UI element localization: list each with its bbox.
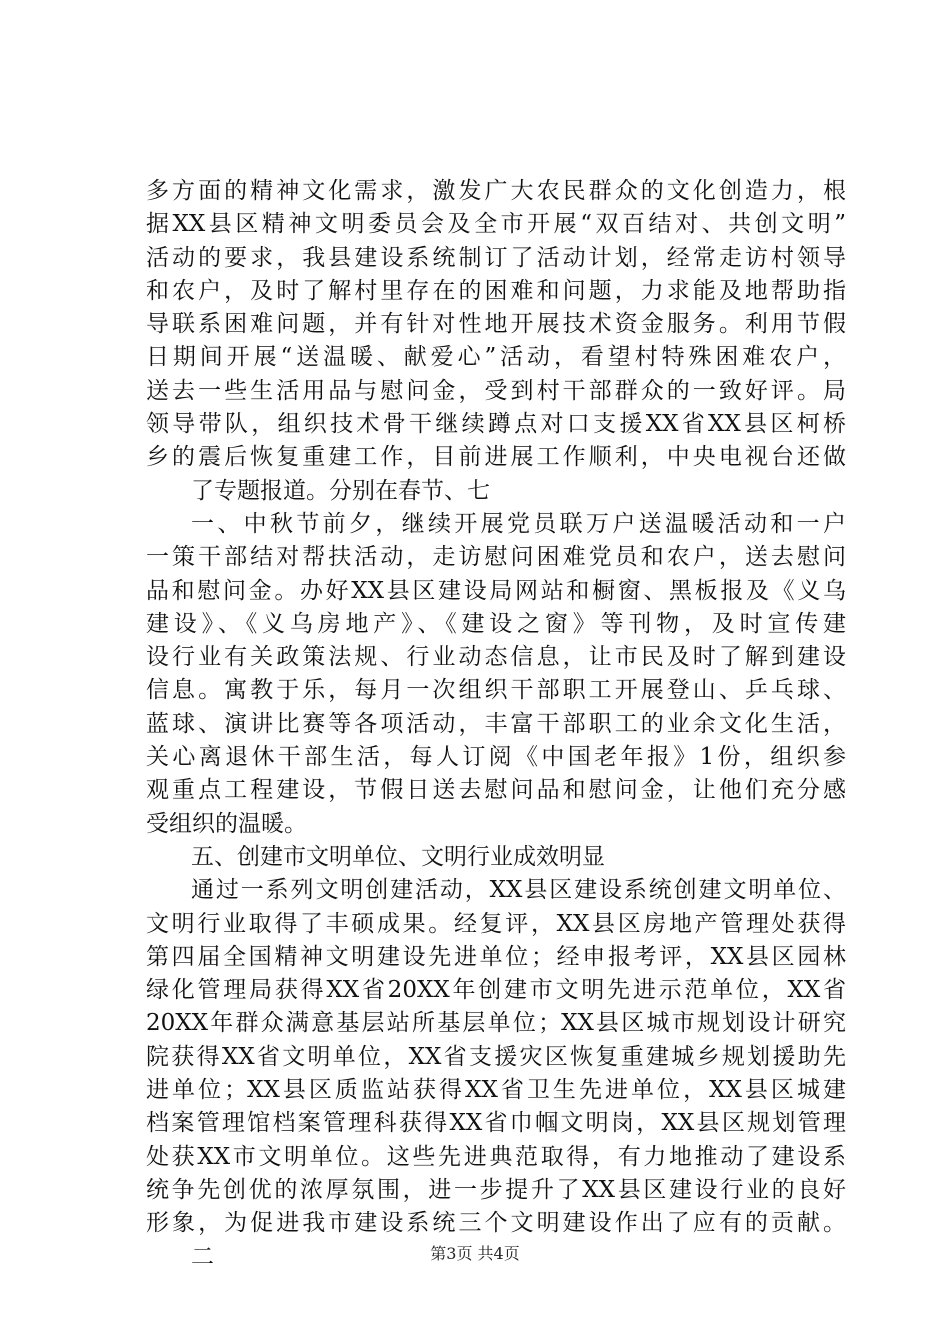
text-line: 建设》、《义乌房地产》、《建设之窗》等刊物，及时宣传建 <box>146 610 846 637</box>
text-line: 20XX年群众满意基层站所基层单位；XX县区城市规划设计研究 <box>146 1010 846 1037</box>
text-line: 关心离退休干部生活，每人订阅《中国老年报》1份，组织参 <box>146 744 846 771</box>
text-line: 信息。寓教于乐，每月一次组织干部职工开展登山、乒乓球、 <box>146 677 846 704</box>
text-line: 活动的要求，我县建设系统制订了活动计划，经常走访村领导 <box>146 244 846 271</box>
text-line: 二 <box>191 1243 214 1270</box>
text-line: 和农户，及时了解村里存在的困难和问题，力求能及地帮助指 <box>146 277 846 304</box>
text-line: 形象，为促进我市建设系统三个文明建设作出了应有的贡献。 <box>146 1210 846 1237</box>
text-line: 处获XX市文明单位。这些先进典范取得，有力地推动了建设系 <box>146 1143 846 1170</box>
text-line: 五、创建市文明单位、文明行业成效明显 <box>191 843 605 870</box>
text-line: 通过一系列文明创建活动，XX县区建设系统创建文明单位、 <box>191 877 846 904</box>
page-footer: 第3页 共4页 <box>430 1244 520 1263</box>
text-line: 了专题报道。分别在春节、七 <box>191 477 490 504</box>
text-line: 一策干部结对帮扶活动，走访慰问困难党员和农户，送去慰问 <box>146 544 846 571</box>
text-line: 据XX县区精神文明委员会及全市开展“双百结对、共创文明” <box>146 211 846 238</box>
text-line: 档案管理馆档案管理科获得XX省巾帼文明岗，XX县区规划管理 <box>146 1110 846 1137</box>
text-line: 领导带队，组织技术骨干继续蹲点对口支援XX省XX县区柯桥 <box>146 411 846 438</box>
text-line: 日期间开展“送温暖、献爱心”活动，看望村特殊困难农户， <box>146 344 846 371</box>
text-line: 导联系困难问题，并有针对性地开展技术资金服务。利用节假 <box>146 311 846 338</box>
text-line: 进单位；XX县区质监站获得XX省卫生先进单位，XX县区城建 <box>146 1077 846 1104</box>
text-line: 第四届全国精神文明建设先进单位；经申报考评，XX县区园林 <box>146 943 846 970</box>
text-line: 受组织的温暖。 <box>146 810 307 837</box>
text-line: 绿化管理局获得XX省20XX年创建市文明先进示范单位，XX省 <box>146 977 846 1004</box>
text-line: 乡的震后恢复重建工作，目前进展工作顺利，中央电视台还做 <box>146 444 846 471</box>
text-line: 蓝球、演讲比赛等各项活动，丰富干部职工的业余文化生活， <box>146 710 846 737</box>
text-line: 品和慰问金。办好XX县区建设局网站和橱窗、黑板报及《义乌 <box>146 577 846 604</box>
text-line: 文明行业取得了丰硕成果。经复评，XX县区房地产管理处获得 <box>146 910 846 937</box>
text-line: 统争先创优的浓厚氛围，进一步提升了XX县区建设行业的良好 <box>146 1176 846 1203</box>
text-line: 院获得XX省文明单位，XX省支援灾区恢复重建城乡规划援助先 <box>146 1043 846 1070</box>
text-line: 设行业有关政策法规、行业动态信息，让市民及时了解到建设 <box>146 644 846 671</box>
document-body <box>146 175 846 1274</box>
text-line: 观重点工程建设，节假日送去慰问品和慰问金，让他们充分感 <box>146 777 846 804</box>
text-line: 一、中秋节前夕，继续开展党员联万户送温暖活动和一户 <box>191 510 846 537</box>
text-line: 送去一些生活用品与慰问金，受到村干部群众的一致好评。局 <box>146 377 846 404</box>
text-line: 多方面的精神文化需求，激发广大农民群众的文化创造力，根 <box>146 178 846 204</box>
